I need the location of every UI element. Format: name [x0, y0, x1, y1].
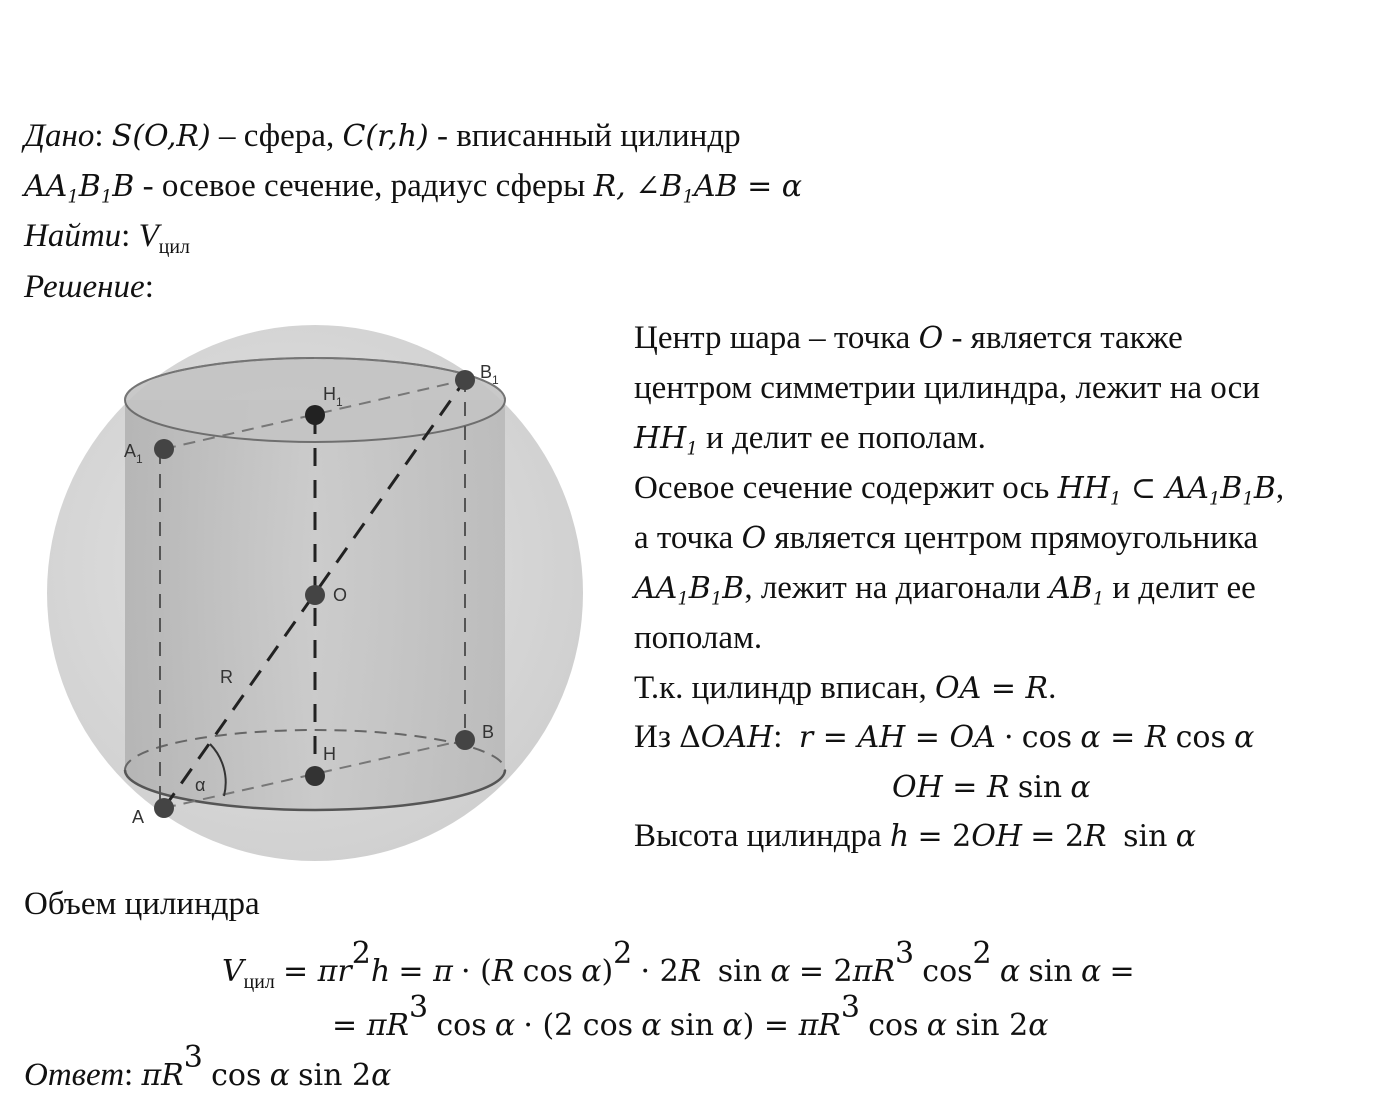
answer-label: Ответ	[24, 1057, 125, 1093]
explanation-line-7: пополам.	[634, 620, 763, 656]
given-line-1: Дано: S(O,R) – сфера, C(r,h) - вписанный цилиндр	[24, 118, 741, 154]
explanation-line-10: OH = R sin α	[892, 770, 1091, 805]
label-r: R	[220, 667, 233, 687]
explanation-line-8: Т.к. цилиндр вписан, OA = R.	[634, 670, 1057, 706]
point-o	[305, 585, 325, 605]
explanation-line-3: $HH_1$ и делит ее пополам.	[634, 420, 986, 460]
find-label: Найти	[24, 218, 122, 254]
label-alpha: α	[195, 775, 206, 795]
explanation-line-6: $AA_1B_1B$, лежит на диагонали $AB_1$ и делит ее	[634, 570, 1256, 610]
answer-line: Ответ: $\pi R^3$ cos α sin 2α	[24, 1040, 392, 1093]
label-a1: $A_1$	[124, 441, 143, 466]
label-h1: $H_1$	[323, 384, 343, 409]
point-b1	[455, 370, 475, 390]
label-b1: $B_1$	[480, 362, 499, 387]
label-b: B	[482, 722, 495, 742]
label-h: H	[323, 744, 336, 764]
volume-label: Объем цилиндра	[24, 886, 260, 922]
sphere-cylinder-diagram	[40, 318, 600, 878]
label-a: A	[132, 807, 145, 827]
given-angle: R, $\angle B_1AB = \alpha$	[593, 169, 803, 208]
point-h1	[305, 405, 325, 425]
volume-formula-2: = $\pi R^3$ cos α · (2 cos α $\sin \alpha) = \pi R^3$ cos α sin 2α	[332, 990, 1049, 1043]
point-a	[154, 798, 174, 818]
solution-label: Решение:	[24, 269, 154, 305]
sphere-notation: S(O,R)	[111, 119, 211, 154]
point-h	[305, 766, 325, 786]
label-o: O	[333, 585, 348, 605]
explanation-line-11: Высота цилиндра h = 2OH = 2R sin α	[634, 818, 1196, 854]
explanation-line-9: Из ΔOAH: r = AH = OA · cos α = R cos α	[634, 719, 1255, 755]
explanation-line-5: а точка O является центром прямоугольника	[634, 520, 1258, 556]
point-b	[455, 730, 475, 750]
geometry-figure	[40, 318, 600, 878]
given-line-2: $AA_1B_1B$ - осевое сечение, радиус сферы R, $\angle B_1AB = \alpha$	[24, 168, 803, 208]
explanation-line-2: центром симметрии цилиндра, лежит на оси	[634, 370, 1260, 406]
cylinder-notation: C(r,h)	[342, 119, 429, 154]
explanation-line-1: Центр шара – точка O - является также	[634, 320, 1183, 356]
point-a1	[154, 439, 174, 459]
volume-formula-1: $V_{цил} = \pi r^2h = \pi \cdot (R$ cos α)$^2$ · 2R $\sin \alpha = 2\pi R^3$ $\cos^2 \alpha$ sin α =	[222, 936, 1135, 993]
find-line: Найти: $V_{цил}$	[24, 218, 190, 258]
explanation-line-4: Осевое сечение содержит ось $HH_1$ ⊂ $AA_1B_1B$,	[634, 470, 1285, 510]
given-label: Дано	[24, 118, 95, 154]
